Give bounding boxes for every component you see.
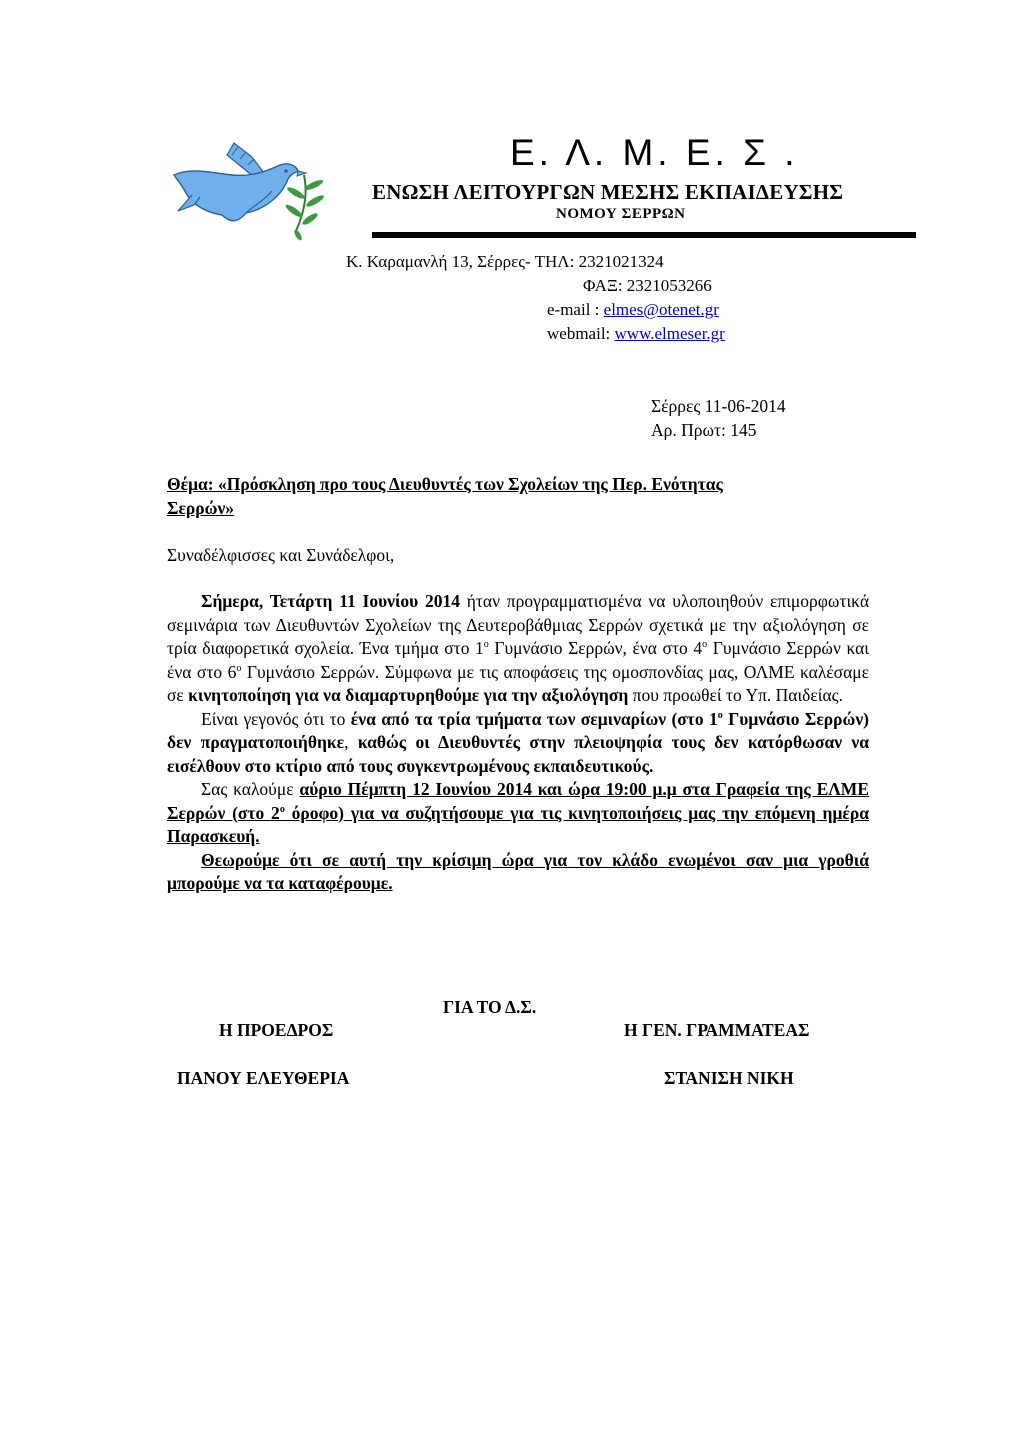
email-link[interactable]: elmes@otenet.gr	[603, 300, 719, 319]
president-title: Η ΠΡΟΕΔΡΟΣ	[219, 1020, 334, 1040]
document-date: Σέρρες 11-06-2014	[651, 396, 786, 416]
protocol-number: Αρ. Πρωτ: 145	[651, 420, 757, 440]
for-board-label: ΓΙΑ ΤΟ Δ.Σ.	[443, 997, 537, 1017]
address-phone: Κ. Καραμανλή 13, Σέρρες- ΤΗΛ: 2321021324	[346, 252, 664, 271]
letter-body	[167, 590, 869, 896]
subject-line2: Σερρών»	[167, 498, 235, 518]
dove-with-olive-branch-icon	[172, 135, 352, 245]
org-acronym: Ε. Λ. Μ. Ε. Σ .	[510, 132, 799, 173]
org-name-line1: ΕΝΩΣΗ ΛΕΙΤΟΥΡΓΩΝ ΜΕΣΗΣ ΕΚΠΑΙΔΕΥΣΗΣ	[372, 180, 844, 204]
webmail-line	[547, 324, 725, 344]
webmail-link[interactable]: www.elmeser.gr	[614, 324, 725, 343]
president-name: ΠΑΝΟΥ ΕΛΕΥΘΕΡΙΑ	[177, 1068, 350, 1088]
secretary-name: ΣΤΑΝΙΣΗ ΝΙΚΗ	[664, 1068, 794, 1088]
header-rule	[372, 232, 916, 238]
paragraph-4: Θεωρούμε ότι σε αυτή την κρίσιμη ώρα για τον κλάδο ενωμένοι σαν μια γροθιά μπορούμε να τα καταφέρουμε.	[167, 849, 869, 893]
paragraph-2: Είναι γεγονός ότι το ένα από τα τρία τμήματα των σεμιναρίων (στο $1^o$ Γυμνάσιο Σερρών) δεν πραγματοποιήθηκε, καθώς οι Διευθυντές στην πλειοψηφία τους δεν κατόρθωσαν να εισέλθουν στο κτίριο από τους συγκεντρωμένους εκπαιδευτικούς.	[167, 708, 870, 776]
paragraph-1: Σήμερα, Τετάρτη 11 Ιουνίου 2014 ήταν προγραμματισμένα να υλοποιηθούν επιμορφωτικά σεμινάρια των Διευθυντών Σχολείων της Δευτεροβάθμιας Σερρών σχετικά με την αξιολόγηση σε τρία διαφορετικά σχολεία. Ένα τμήμα στο $1^o$ Γυμνάσιο Σερρών, ένα στο $4^o$ Γυμνάσιο Σερρών και ένα στο $6^o$ Γυμνάσιο Σερρών. Σύμφωνα με τις αποφάσεις της ομοσπονδίας μας, ΟΛΜΕ καλέσαμε σε κινητοποίηση για να διαμαρτυρηθούμε για την αξιολόγηση που προωθεί το Υπ. Παιδείας.	[167, 591, 869, 705]
org-name-line2: ΝΟΜΟΥ ΣΕΡΡΩΝ	[556, 206, 686, 222]
webmail-label: webmail:	[547, 324, 611, 343]
email-label: e-mail :	[547, 300, 600, 319]
secretary-title: Η ΓΕΝ. ΓΡΑΜΜΑΤΕΑΣ	[624, 1020, 810, 1040]
paragraph-3: Σας καλούμε αύριο Πέμπτη 12 Ιουνίου 2014 και ώρα 19:00 μ.μ στα Γραφεία της ΕΛΜΕ Σερρών (στο $2^o$ όροφο) για να συζητήσουμε για τις κινητοποιήσεις μας την επόμενη ημέρα Παρασκευή.	[167, 779, 870, 846]
email-line	[547, 300, 719, 320]
subject-line1: Θέμα: «Πρόσκληση προ τους Διευθυντές των Σχολείων της Περ. Ενότητας	[167, 474, 723, 494]
fax: ΦΑΞ: 2321053266	[583, 276, 712, 295]
greeting: Συναδέλφισσες και Συνάδελφοι,	[167, 545, 395, 565]
